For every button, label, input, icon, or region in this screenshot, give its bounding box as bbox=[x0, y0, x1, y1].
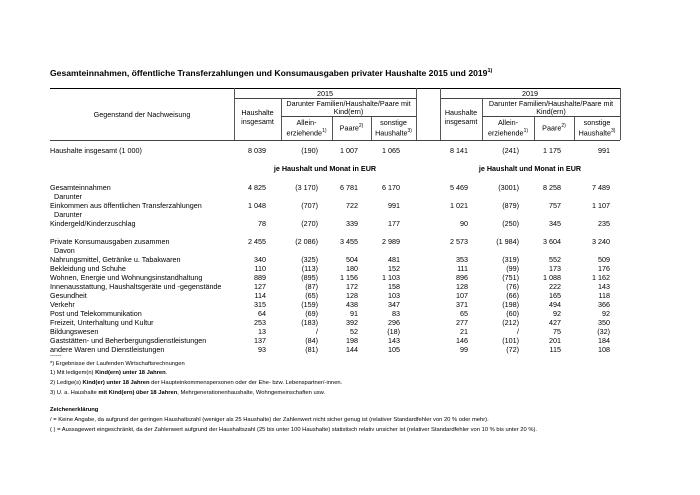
table-cell: (99) bbox=[506, 264, 519, 273]
table-cell: 253 bbox=[254, 318, 266, 327]
col-haushalte-2019: Haushalte bbox=[444, 108, 478, 117]
table-cell: 438 bbox=[346, 300, 358, 309]
table-cell: 350 bbox=[598, 318, 610, 327]
row-label-haushalte: Haushalte insgesamt (1 000) bbox=[50, 146, 142, 155]
row-label: Nahrungsmittel, Getränke u. Tabakwaren bbox=[50, 255, 181, 264]
row-label: Post und Telekommunikation bbox=[50, 309, 142, 318]
col-insgesamt-2015: insgesamt bbox=[241, 117, 274, 126]
table-cell: 3 604 bbox=[543, 237, 561, 246]
table-cell: 3 455 bbox=[340, 237, 358, 246]
table-cell: 158 bbox=[388, 282, 400, 291]
table-cell: 277 bbox=[456, 318, 468, 327]
table-cell: 75 bbox=[553, 327, 561, 336]
table-cell: (159) bbox=[301, 300, 318, 309]
table-cell: 198 bbox=[346, 336, 358, 345]
table-cell: 93 bbox=[258, 345, 266, 354]
table-cell: (3 170) bbox=[295, 183, 318, 192]
table-cell: / bbox=[316, 327, 318, 336]
table-cell: 172 bbox=[346, 282, 358, 291]
col-rule bbox=[416, 88, 417, 140]
row-label: andere Waren und Dienstleistungen bbox=[50, 345, 165, 354]
table-cell: 8 141 bbox=[450, 146, 468, 155]
col-allein-2015-b: erziehende$^{1)}$ bbox=[286, 128, 327, 138]
table-cell: 757 bbox=[549, 201, 561, 210]
table-cell: (72) bbox=[506, 345, 519, 354]
table-cell: 103 bbox=[388, 291, 400, 300]
row-label: Wohnen, Energie und Wohnungsinstandhaltung bbox=[50, 273, 203, 282]
col-rule bbox=[620, 88, 621, 140]
col-paare-2015: Paare$^{2)}$ bbox=[339, 123, 364, 133]
table-cell: 118 bbox=[598, 291, 610, 300]
footnote-text: *) Ergebnisse der Laufenden Wirtschaftsrechnungen bbox=[50, 361, 185, 367]
footnote-text: 3) U. a. Haushalte bbox=[50, 390, 99, 396]
year-2019: 2019 bbox=[522, 89, 538, 98]
footnote bbox=[50, 371, 167, 377]
table-cell: 184 bbox=[598, 336, 610, 345]
table-cell: (18) bbox=[387, 327, 400, 336]
table-cell: 7 489 bbox=[592, 183, 610, 192]
table-cell: 21 bbox=[460, 327, 468, 336]
table-cell: 345 bbox=[549, 219, 561, 228]
row-label: Kindergeld/Kinderzuschlag bbox=[50, 219, 136, 228]
table-cell: (87) bbox=[305, 282, 318, 291]
table-cell: 115 bbox=[549, 345, 561, 354]
table-cell: (751) bbox=[502, 273, 519, 282]
year-2015: 2015 bbox=[317, 89, 333, 98]
table-cell: 8 258 bbox=[543, 183, 561, 192]
table-cell: 13 bbox=[258, 327, 266, 336]
table-cell: (707) bbox=[301, 201, 318, 210]
legend-heading: Zeichenerklärung bbox=[50, 407, 99, 413]
footnote-emphasis: mit Kind(ern) über 18 Jahren bbox=[98, 390, 178, 396]
legend-item: ( ) = Aussagewert eingeschränkt, da der Zahlenwert aufgrund der Haushaltszahl (25 bis unter 100 Haushalte) statistisch relativ unsicher ist (relativer Standardfehler von 10 % bis unter 20 %). bbox=[50, 427, 538, 433]
col-sonstige-2019-b: Haushalte$^{3)}$ bbox=[578, 128, 616, 138]
footnote bbox=[50, 362, 185, 368]
table-cell: (319) bbox=[502, 255, 519, 264]
table-cell: 991 bbox=[598, 146, 610, 155]
group-label-2019: Darunter Familien/Haushalte/Paare mit bbox=[488, 99, 614, 108]
group-label-2019-b: Kind(ern) bbox=[536, 107, 566, 116]
table-cell: 128 bbox=[346, 291, 358, 300]
table-cell: (198) bbox=[502, 300, 519, 309]
table-cell: 315 bbox=[254, 300, 266, 309]
col-paare-2019: Paare$^{2)}$ bbox=[542, 123, 566, 133]
table-cell: 173 bbox=[549, 264, 561, 273]
table-cell: (270) bbox=[301, 219, 318, 228]
header-bottom-rule bbox=[50, 140, 620, 141]
table-cell: 8 039 bbox=[248, 146, 266, 155]
table-cell: 176 bbox=[598, 264, 610, 273]
table-cell: 1 088 bbox=[543, 273, 561, 282]
table-cell: 127 bbox=[254, 282, 266, 291]
footnote-emphasis: Kind(ern) unter 18 Jahren bbox=[95, 370, 166, 376]
table-cell: 64 bbox=[258, 309, 266, 318]
table-cell: 427 bbox=[549, 318, 561, 327]
table-cell: (879) bbox=[502, 201, 519, 210]
table-cell: (212) bbox=[502, 318, 519, 327]
footnote-text: . bbox=[165, 370, 168, 376]
table-cell: (84) bbox=[305, 336, 318, 345]
group-rule-2015 bbox=[281, 116, 416, 117]
legend-item: / = Keine Angabe, da aufgrund der geringen Haushaltszahl (weniger als 25 Haushalte) der Zahlenwert nicht sicher genug ist (relativer Standardfehler von 20 % oder mehr). bbox=[50, 417, 489, 423]
col-allein-2019-b: erziehende$^{1)}$ bbox=[487, 128, 529, 138]
table-cell: 991 bbox=[388, 201, 400, 210]
table-cell: 392 bbox=[346, 318, 358, 327]
table-cell: (3001) bbox=[498, 183, 519, 192]
row-sublabel: Darunter bbox=[54, 192, 82, 201]
group-label-2015-b: Kind(ern) bbox=[333, 107, 364, 116]
table-cell: 92 bbox=[602, 309, 610, 318]
table-cell: (325) bbox=[301, 255, 318, 264]
table-cell: 222 bbox=[549, 282, 561, 291]
table-cell: 52 bbox=[350, 327, 358, 336]
row-label: Gesamteinnahmen bbox=[50, 183, 111, 192]
table-cell: 2 573 bbox=[450, 237, 468, 246]
section-label-2019: je Haushalt und Monat in EUR bbox=[478, 164, 582, 173]
footnote-text: , Mehrgenerationenhaushalte, Wohngemeinschaften usw. bbox=[177, 390, 326, 396]
table-cell: (76) bbox=[506, 282, 519, 291]
table-cell: 4 825 bbox=[248, 183, 266, 192]
col-sonstige-2015-b: Haushalte$^{3)}$ bbox=[375, 128, 412, 138]
table-cell: 6 170 bbox=[382, 183, 400, 192]
row-label: Private Konsumausgaben zusammen bbox=[50, 237, 170, 246]
col-sonstige-2019: sonstige bbox=[583, 118, 611, 127]
table-cell: 1 107 bbox=[592, 201, 610, 210]
table-cell: 91 bbox=[350, 309, 358, 318]
table-cell: (69) bbox=[305, 309, 318, 318]
table-cell: (65) bbox=[305, 291, 318, 300]
row-label: Innenausstattung, Haushaltsgeräte und -gegenstände bbox=[50, 282, 222, 291]
row-label: Einkommen aus öffentlichen Transferzahlungen bbox=[50, 201, 202, 210]
table-cell: 108 bbox=[598, 345, 610, 354]
table-cell: (2 086) bbox=[295, 237, 318, 246]
table-cell: 180 bbox=[346, 264, 358, 273]
table-cell: 201 bbox=[549, 336, 561, 345]
table-cell: 494 bbox=[549, 300, 561, 309]
table-cell: (32) bbox=[597, 327, 610, 336]
table-cell: 722 bbox=[346, 201, 358, 210]
col-allein-2019: Allein- bbox=[498, 118, 518, 127]
table-cell: 1 021 bbox=[450, 201, 468, 210]
table-cell: 353 bbox=[456, 255, 468, 264]
table-cell: 2 989 bbox=[382, 237, 400, 246]
group-label-2015: Darunter Familien/Haushalte/Paare mit bbox=[286, 99, 411, 108]
table-cell: (241) bbox=[502, 146, 519, 155]
col-sonstige-2015: sonstige bbox=[380, 118, 407, 127]
table-cell: 114 bbox=[254, 291, 266, 300]
table-cell: 296 bbox=[388, 318, 400, 327]
table-cell: (60) bbox=[506, 309, 519, 318]
col-insgesamt-2019: insgesamt bbox=[444, 117, 478, 126]
page-title: Gesamteinnahmen, öffentliche Transferzahlungen und Konsumausgaben privater Haushalte 2015 und 2019$^{1)}$ bbox=[50, 68, 493, 78]
table-cell: (81) bbox=[305, 345, 318, 354]
footnote-text: der Haupteinkommenspersonen oder der Ehe- bzw. Lebenspartner/-innen. bbox=[149, 380, 343, 386]
row-label: Gaststätten- und Beherbergungsdienstleistungen bbox=[50, 336, 207, 345]
table-cell: 111 bbox=[457, 264, 468, 273]
table-cell: (113) bbox=[301, 264, 318, 273]
table-cell: 6 781 bbox=[340, 183, 358, 192]
table-cell: 896 bbox=[456, 273, 468, 282]
table-cell: 110 bbox=[254, 264, 266, 273]
table-cell: 1 162 bbox=[592, 273, 610, 282]
table-cell: 165 bbox=[549, 291, 561, 300]
table-cell: 889 bbox=[254, 273, 266, 282]
table-cell: 1 175 bbox=[543, 146, 561, 155]
row-sublabel: Darunter bbox=[54, 210, 82, 219]
table-cell: 146 bbox=[456, 336, 468, 345]
footnote-text: 2) Ledige(s) bbox=[50, 380, 83, 386]
footnote bbox=[50, 381, 342, 387]
table-cell: 177 bbox=[388, 219, 400, 228]
table-cell: 137 bbox=[254, 336, 266, 345]
table-cell: 2 455 bbox=[248, 237, 266, 246]
row-label: Verkehr bbox=[50, 300, 75, 309]
table-cell: 107 bbox=[456, 291, 468, 300]
table-cell: 1 007 bbox=[340, 146, 358, 155]
table-cell: (66) bbox=[506, 291, 519, 300]
row-label: Bekleidung und Schuhe bbox=[50, 264, 126, 273]
table-cell: 5 469 bbox=[450, 183, 468, 192]
table-cell: 105 bbox=[388, 345, 400, 354]
table-cell: 99 bbox=[460, 345, 468, 354]
table-cell: 509 bbox=[598, 255, 610, 264]
table-cell: (250) bbox=[502, 219, 519, 228]
table-cell: / bbox=[517, 327, 519, 336]
col-haushalte-2015: Haushalte bbox=[241, 108, 274, 117]
table-cell: 1 065 bbox=[382, 146, 400, 155]
stub-header: Gegenstand der Nachweisung bbox=[93, 110, 191, 119]
table-cell: (1 984) bbox=[496, 237, 519, 246]
table-cell: (101) bbox=[502, 336, 519, 345]
table-cell: 143 bbox=[598, 282, 610, 291]
row-sublabel: Davon bbox=[54, 246, 75, 255]
table-cell: 1 048 bbox=[248, 201, 266, 210]
footnote bbox=[50, 391, 325, 397]
table-cell: (183) bbox=[301, 318, 318, 327]
table-cell: 144 bbox=[346, 345, 358, 354]
table-cell: 128 bbox=[456, 282, 468, 291]
table-cell: (895) bbox=[301, 273, 318, 282]
row-label: Bildungswesen bbox=[50, 327, 99, 336]
col-allein-2015: Allein- bbox=[296, 118, 317, 127]
table-cell: 339 bbox=[346, 219, 358, 228]
table-cell: 504 bbox=[346, 255, 358, 264]
table-cell: (190) bbox=[301, 146, 318, 155]
table-cell: 92 bbox=[553, 309, 561, 318]
table-cell: 143 bbox=[388, 336, 400, 345]
group-rule-2019 bbox=[482, 116, 620, 117]
table-cell: 1 103 bbox=[382, 273, 400, 282]
table-cell: 552 bbox=[549, 255, 561, 264]
row-label: Gesundheit bbox=[50, 291, 87, 300]
footnote-emphasis: Kind(er) unter 18 Jahren bbox=[82, 380, 150, 386]
table-cell: 235 bbox=[598, 219, 610, 228]
section-label-2015: je Haushalt und Monat in EUR bbox=[273, 164, 377, 173]
table-cell: 366 bbox=[598, 300, 610, 309]
table-cell: 340 bbox=[254, 255, 266, 264]
footnote-dashes: ------ bbox=[50, 353, 62, 359]
row-label: Freizeit, Unterhaltung und Kultur bbox=[50, 318, 154, 327]
table-cell: 90 bbox=[460, 219, 468, 228]
table-cell: 83 bbox=[392, 309, 400, 318]
table-cell: 152 bbox=[388, 264, 400, 273]
footnote-text: 1) Mit ledigem(n) bbox=[50, 370, 96, 376]
table-cell: 1 156 bbox=[340, 273, 358, 282]
table-cell: 347 bbox=[388, 300, 400, 309]
table-cell: 371 bbox=[456, 300, 468, 309]
table-cell: 78 bbox=[258, 219, 266, 228]
table-cell: 481 bbox=[388, 255, 400, 264]
table-cell: 3 240 bbox=[592, 237, 610, 246]
table-cell: 65 bbox=[460, 309, 468, 318]
